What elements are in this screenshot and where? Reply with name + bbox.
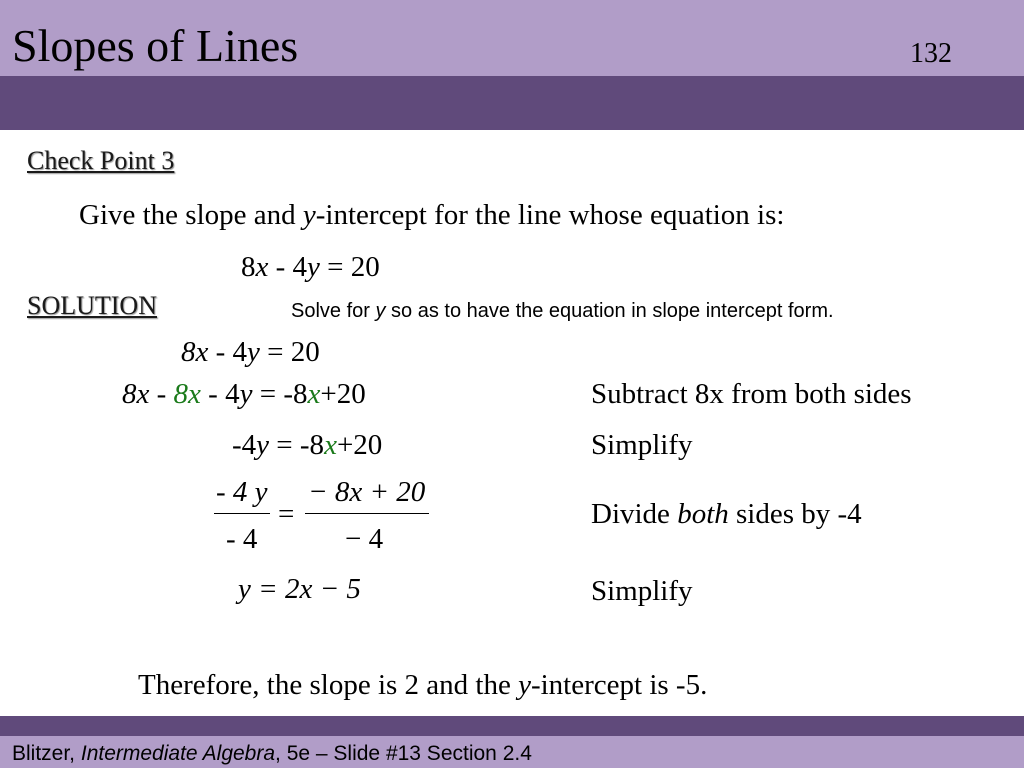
footer-band [0,716,1024,736]
step-4-right-denominator: − 4 [345,523,384,555]
step-4-right-numerator: − 8x + 20 [308,476,426,508]
step-3-equation: -4y = -8x+20 [232,429,383,461]
step-2-note: Subtract 8x from both sides [591,378,912,410]
step-5-note: Simplify [591,575,693,607]
step-1-equation: 8x - 4y = 20 [181,336,320,368]
given-equation: 8x - 4y = 20 [241,251,380,283]
footer-citation: Blitzer, Intermediate Algebra, 5e – Slide #13 Section 2.4 [12,742,532,765]
solution-label: SOLUTION [27,291,157,320]
header-band [0,76,1024,130]
conclusion-text: Therefore, the slope is 2 and the y-intercept is -5. [138,669,708,701]
step-4-right-fraction-bar [305,513,429,514]
prompt-text: Give the slope and y-intercept for the line whose equation is: [79,199,785,231]
step-4-left-numerator: - 4 y [216,476,268,508]
step-2-equation: 8x - 8x - 4y = -8x+20 [122,378,366,410]
check-point-heading: Check Point 3 [27,146,175,175]
step-4-note: Divide both sides by -4 [591,498,862,530]
step-4-left-fraction-bar [214,513,270,514]
slide-title: Slopes of Lines [12,20,299,71]
instruction-text: Solve for y so as to have the equation in slope intercept form. [291,300,834,322]
page-number: 132 [910,38,952,69]
step-3-note: Simplify [591,429,693,461]
step-5-equation: y = 2x − 5 [238,573,361,605]
step-4-left-denominator: - 4 [226,523,258,555]
step-4-equals: = [278,498,295,530]
